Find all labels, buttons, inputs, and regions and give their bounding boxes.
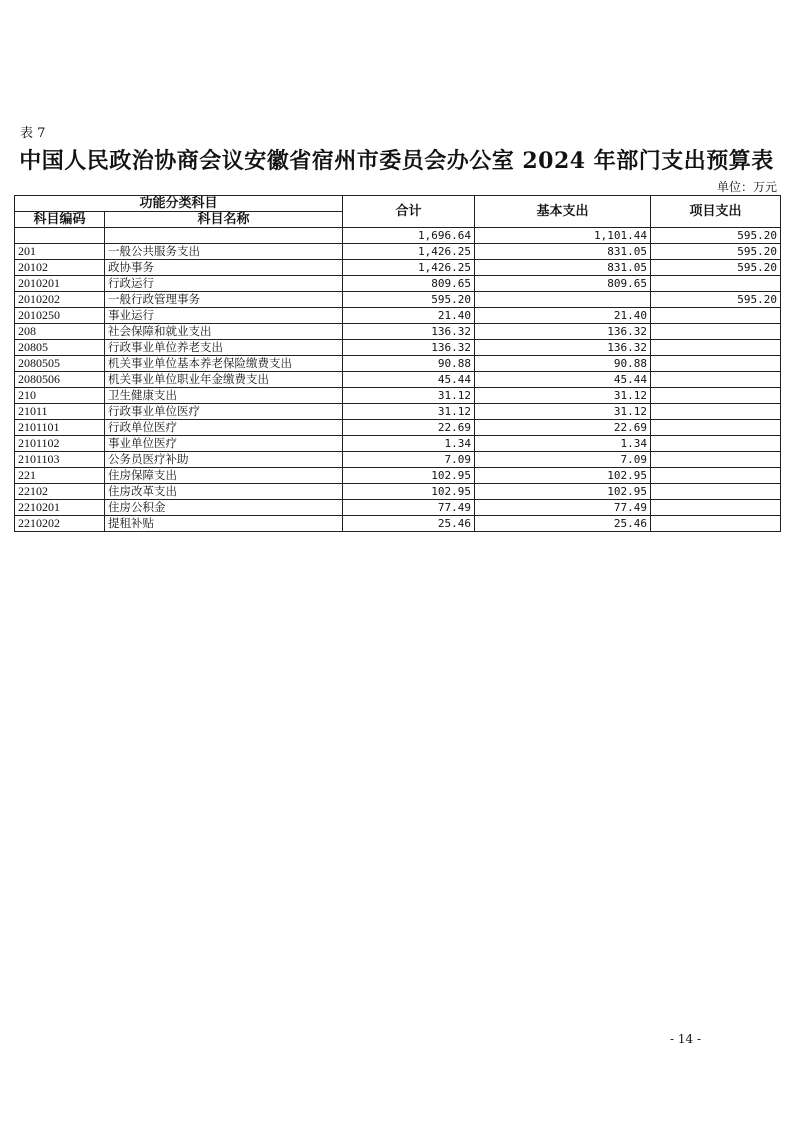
basic-expense-cell: 1,101.44 <box>475 228 651 244</box>
page-number: - 14 - <box>669 1032 701 1046</box>
subject-code-cell: 2010201 <box>15 276 105 292</box>
header-project-expense: 项目支出 <box>651 196 781 228</box>
subject-code-cell: 21011 <box>15 404 105 420</box>
table-row <box>15 372 781 388</box>
budget-table <box>14 195 781 532</box>
total-cell: 31.12 <box>343 388 475 404</box>
subject-name-cell: 机关事业单位职业年金缴费支出 <box>105 372 343 388</box>
basic-expense-cell: 136.32 <box>475 324 651 340</box>
total-cell: 22.69 <box>343 420 475 436</box>
subject-code-cell: 22102 <box>15 484 105 500</box>
basic-expense-cell <box>475 292 651 308</box>
table-row <box>15 260 781 276</box>
table-body <box>15 228 781 532</box>
table-label: 表 7 <box>20 126 46 141</box>
project-expense-cell <box>651 372 781 388</box>
total-cell: 595.20 <box>343 292 475 308</box>
header-subject-name: 科目名称 <box>105 212 343 228</box>
basic-expense-cell: 809.65 <box>475 276 651 292</box>
table-row <box>15 292 781 308</box>
project-expense-cell: 595.20 <box>651 292 781 308</box>
subject-name-cell: 住房保障支出 <box>105 468 343 484</box>
total-cell: 809.65 <box>343 276 475 292</box>
table-row <box>15 436 781 452</box>
subject-code-cell: 2010202 <box>15 292 105 308</box>
subject-name-cell: 政协事务 <box>105 260 343 276</box>
project-expense-cell: 595.20 <box>651 244 781 260</box>
basic-expense-cell: 90.88 <box>475 356 651 372</box>
table-row <box>15 500 781 516</box>
table-row <box>15 404 781 420</box>
basic-expense-cell: 1.34 <box>475 436 651 452</box>
subject-code-cell <box>15 228 105 244</box>
project-expense-cell <box>651 340 781 356</box>
subject-name-cell: 行政单位医疗 <box>105 420 343 436</box>
basic-expense-cell: 136.32 <box>475 340 651 356</box>
header-function-category: 功能分类科目 <box>15 196 343 212</box>
total-cell: 136.32 <box>343 340 475 356</box>
subject-code-cell: 2101102 <box>15 436 105 452</box>
project-expense-cell <box>651 500 781 516</box>
basic-expense-cell: 102.95 <box>475 468 651 484</box>
table-row <box>15 244 781 260</box>
subject-name-cell <box>105 228 343 244</box>
total-cell: 102.95 <box>343 468 475 484</box>
page-title: 中国人民政治协商会议安徽省宿州市委员会办公室 2024 年部门支出预算表 <box>19 148 774 174</box>
table-row <box>15 484 781 500</box>
subject-code-cell: 2080506 <box>15 372 105 388</box>
project-expense-cell <box>651 452 781 468</box>
subject-code-cell: 221 <box>15 468 105 484</box>
subject-name-cell: 卫生健康支出 <box>105 388 343 404</box>
basic-expense-cell: 21.40 <box>475 308 651 324</box>
subject-name-cell: 行政事业单位医疗 <box>105 404 343 420</box>
project-expense-cell <box>651 436 781 452</box>
subject-name-cell: 住房公积金 <box>105 500 343 516</box>
subject-name-cell: 机关事业单位基本养老保险缴费支出 <box>105 356 343 372</box>
subject-code-cell: 2010250 <box>15 308 105 324</box>
total-cell: 21.40 <box>343 308 475 324</box>
header-total: 合计 <box>343 196 475 228</box>
total-cell: 25.46 <box>343 516 475 532</box>
table-row <box>15 276 781 292</box>
project-expense-cell <box>651 484 781 500</box>
subject-name-cell: 行政事业单位养老支出 <box>105 340 343 356</box>
basic-expense-cell: 7.09 <box>475 452 651 468</box>
subject-code-cell: 20805 <box>15 340 105 356</box>
total-cell: 90.88 <box>343 356 475 372</box>
total-cell: 31.12 <box>343 404 475 420</box>
subject-name-cell: 提租补贴 <box>105 516 343 532</box>
table-row <box>15 228 781 244</box>
total-cell: 1,426.25 <box>343 244 475 260</box>
project-expense-cell <box>651 468 781 484</box>
subject-name-cell: 事业运行 <box>105 308 343 324</box>
table-row <box>15 452 781 468</box>
project-expense-cell <box>651 308 781 324</box>
total-cell: 1,426.25 <box>343 260 475 276</box>
subject-code-cell: 2080505 <box>15 356 105 372</box>
table-row <box>15 388 781 404</box>
subject-name-cell: 行政运行 <box>105 276 343 292</box>
subject-name-cell: 一般公共服务支出 <box>105 244 343 260</box>
total-cell: 77.49 <box>343 500 475 516</box>
basic-expense-cell: 77.49 <box>475 500 651 516</box>
basic-expense-cell: 31.12 <box>475 388 651 404</box>
total-cell: 102.95 <box>343 484 475 500</box>
subject-name-cell: 住房改革支出 <box>105 484 343 500</box>
total-cell: 1.34 <box>343 436 475 452</box>
subject-name-cell: 社会保障和就业支出 <box>105 324 343 340</box>
table-row <box>15 420 781 436</box>
table-row <box>15 468 781 484</box>
basic-expense-cell: 102.95 <box>475 484 651 500</box>
total-cell: 1,696.64 <box>343 228 475 244</box>
project-expense-cell <box>651 276 781 292</box>
table-row <box>15 308 781 324</box>
table-row <box>15 324 781 340</box>
basic-expense-cell: 31.12 <box>475 404 651 420</box>
unit-note: 单位：万元 <box>716 180 777 194</box>
project-expense-cell <box>651 388 781 404</box>
project-expense-cell <box>651 324 781 340</box>
total-cell: 7.09 <box>343 452 475 468</box>
total-cell: 136.32 <box>343 324 475 340</box>
project-expense-cell: 595.20 <box>651 228 781 244</box>
subject-code-cell: 2101101 <box>15 420 105 436</box>
subject-code-cell: 2210202 <box>15 516 105 532</box>
subject-code-cell: 2210201 <box>15 500 105 516</box>
basic-expense-cell: 25.46 <box>475 516 651 532</box>
basic-expense-cell: 45.44 <box>475 372 651 388</box>
total-cell: 45.44 <box>343 372 475 388</box>
basic-expense-cell: 831.05 <box>475 244 651 260</box>
project-expense-cell: 595.20 <box>651 260 781 276</box>
subject-code-cell: 20102 <box>15 260 105 276</box>
basic-expense-cell: 831.05 <box>475 260 651 276</box>
table-row <box>15 356 781 372</box>
subject-name-cell: 公务员医疗补助 <box>105 452 343 468</box>
subject-name-cell: 事业单位医疗 <box>105 436 343 452</box>
subject-code-cell: 201 <box>15 244 105 260</box>
project-expense-cell <box>651 420 781 436</box>
project-expense-cell <box>651 516 781 532</box>
table-row <box>15 516 781 532</box>
project-expense-cell <box>651 356 781 372</box>
basic-expense-cell: 22.69 <box>475 420 651 436</box>
header-subject-code: 科目编码 <box>15 212 105 228</box>
subject-code-cell: 208 <box>15 324 105 340</box>
table-row <box>15 340 781 356</box>
subject-code-cell: 2101103 <box>15 452 105 468</box>
header-basic-expense: 基本支出 <box>475 196 651 228</box>
subject-code-cell: 210 <box>15 388 105 404</box>
subject-name-cell: 一般行政管理事务 <box>105 292 343 308</box>
project-expense-cell <box>651 404 781 420</box>
